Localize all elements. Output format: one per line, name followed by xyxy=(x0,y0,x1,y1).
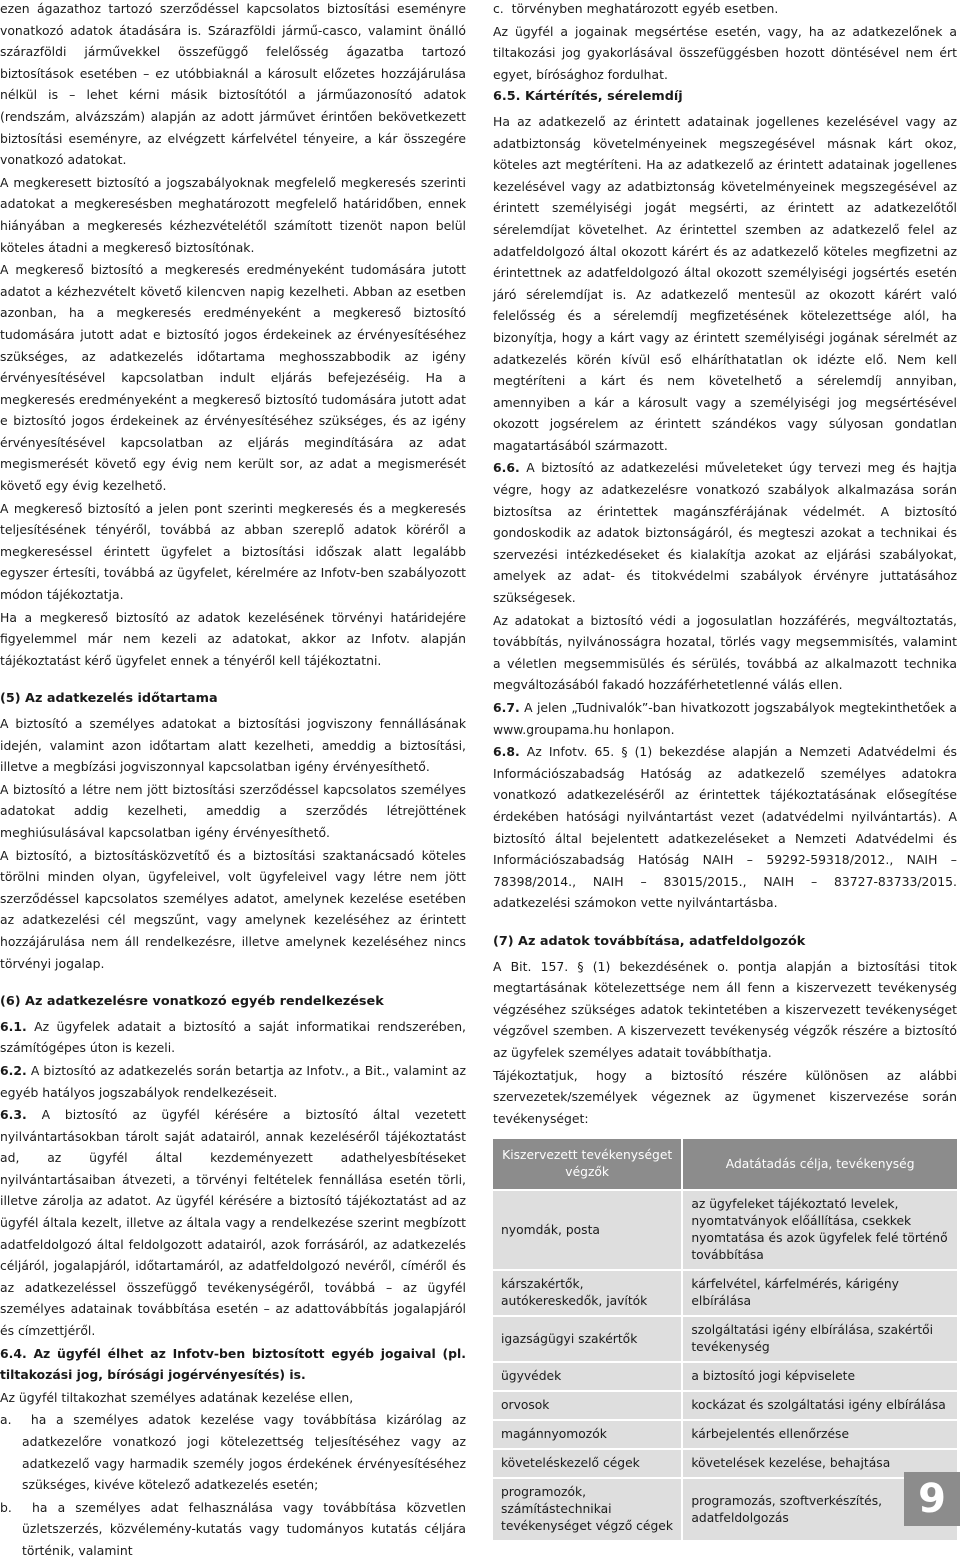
section-heading-5: (5) Az adatkezelés időtartama xyxy=(0,691,218,707)
table-cell: szolgáltatási igény elbírálása, szakértői tevékenység xyxy=(682,1316,957,1362)
table-row xyxy=(493,1190,957,1270)
table-cell: orvosok xyxy=(493,1391,682,1420)
paragraph-6-8: 6.8. Az Infotv. 65. § (1) bekezdése alapján a Nemzeti Adatvédelmi és Információszabadság Hatóság az adatkezelő személyes adatokra vonatkozó adatkezeléséről az érintettek tájékoztatásának elősegítése érdekében hatósági nyilvántartást vezet (adatvédelmi nyilvántartás). A biztosító által bejelentett adatkezeléseket a Nemzeti Adatvédelmi és Információszabadság Hatóság NAIH – 59292-59318/2012., NAIH – 78398/2014., NAIH – 83015/2015., NAIH – 83727-83733/2015. adatkezelési számokon vette nyilvántartásba. xyxy=(493,744,957,911)
table-header-cell: Kiszervezett tevékenységet végzők xyxy=(493,1139,682,1190)
paragraph: A biztosító, a biztosításközvetítő és a biztosítási szaktanácsadó köteles törölni minden olyan, ügyfeleivel, volt ügyfeleivel vagy létre nem jött szerződéssel kapcsolatos személyes adatot, amelynek kezelése esetében az adatkezelési cél megszűnt, vagy amelynek kezeléséhez az érintett hozzájárulása nem áll rendelkezésre, illetve amelynek kezeléséhez nincs törvényi jogalap. xyxy=(0,847,466,971)
section-number: 6.8. xyxy=(493,744,520,760)
paragraph: A Bit. 157. § (1) bekezdésének o. pontja alapján a biztosítási titok megtartásának kötelezettsége nem áll fenn a kiszervezett tevékenység végzéséhez szükséges adatok tekintetében a kiszervezett tevékenységet végzővel szemben. A kiszervezett tevékenység végzők részére a biztosító az ügyfelek személyes adatait továbbíthatja. xyxy=(493,958,957,1060)
paragraph: A megkereső biztosító a jelen pont szerinti megkeresés és a megkeresés teljesítésének tényéről, továbbá az abban szereplő adatok köréről a megkereséssel érintett ügyfelet a biztosítási időszak alatt legalább egyszer értesíti, továbbá az ügyfelet, kérelmére az Infotv-ben szabályozott módon tájékoztatja. xyxy=(0,500,466,603)
paragraph: A biztosító a személyes adatokat a biztosítási jogviszony fennállásának idején, valamint azon időtartam alatt kezelheti, ameddig a biztosítási, illetve a megbízási jogviszonnyal kapcsolatban igény érvényesíthető. xyxy=(0,716,466,775)
paragraph-6-7: 6.7. A jelen „Tudnivalók”-ban hivatkozott jogszabályok megtekinthetőek a www.groupama.hu honlapon. xyxy=(493,700,957,737)
section-number: 6.7. xyxy=(493,700,520,715)
table-row xyxy=(493,1316,957,1362)
table-row xyxy=(493,1478,957,1540)
table-cell: kárszakértők, autókereskedők, javítók xyxy=(493,1270,682,1316)
table-cell: igazságügyi szakértők xyxy=(493,1316,682,1362)
page-number: 9 xyxy=(904,1472,960,1526)
table-row xyxy=(493,1270,957,1316)
section-heading-7: (7) Az adatok továbbítása, adatfeldolgozók xyxy=(493,933,806,949)
section-number: 6.3. xyxy=(0,1107,27,1123)
list-item-b: b. ha a személyes adat felhasználása vagy továbbítása közvetlen üzletszerzés, közvélemény-kutatás vagy tudományos kutatás céljára történik, valamint xyxy=(0,1499,466,1558)
section-number: 6.6. xyxy=(493,460,520,476)
list-item-c: c. törvényben meghatározott egyéb esetben. xyxy=(493,1,779,16)
paragraph: Ha az adatkezelő az érintett adatainak jogellenes kezelésével vagy az adatbiztonság követelményeinek megszegésével másnak kárt okoz, köteles azt megtéríteni. Ha az adatkezelő az érintett adatainak jogellenes kezelésével vagy az adatbiztonság követelményeinek megszegésével az érintett személyiségi jogát megsérti, az érintett az adatkezelőtől sérelemdíjat követelhet. Az érintettel szemben az adatkezelő felel az adatfeldolgozó által okozott kárért és az adatkezelő köteles megfizetni az érintettnek az adatfeldolgozó által okozott személyiségi jogsértés esetén járó sérelemdíjat is. Az adatkezelő mentesül az okozott kárért való felelősség és a sérelemdíj megfizetésének kötelezettsége alól, ha bizonyítja, hogy a kárt vagy az érintett személyiségi jogának sérelmét az adatkezelés körén kívül eső elháríthatatlan ok idézte elő. Nem kell megtéríteni a kárt és nem követelhető a sérelemdíj annyiban, amennyiben a kár a károsult vagy a személyiségi jog megsértésével okozott jogsérelem az érintett szándékos vagy súlyosan gondatlan magatartásából származott. xyxy=(493,113,957,453)
table-cell: kárfelvétel, kárfelmérés, kárigény elbírálása xyxy=(682,1270,957,1316)
table-cell: kárbejelentés ellenőrzése xyxy=(682,1420,957,1449)
table-cell: kockázat és szolgáltatási igény elbírálása xyxy=(682,1391,957,1420)
section-number: 6.1. xyxy=(0,1018,27,1034)
table-cell: követelések kezelése, behajtása xyxy=(682,1449,957,1478)
outsourcing-table xyxy=(493,1139,957,1540)
table-header-cell: Adatátadás célja, tevékenység xyxy=(682,1139,957,1190)
section-heading-6-5: 6.5. Kártérítés, sérelemdíj xyxy=(493,89,683,105)
table-row xyxy=(493,1449,957,1478)
table-cell: az ügyfeleket tájékoztató levelek, nyomtatványok előállítása, csekkek nyomtatása és azok ügyfelek felé történő továbbítása xyxy=(682,1190,957,1270)
left-column xyxy=(0,0,466,1563)
list-item-a: a. ha a személyes adatok kezelése vagy továbbítása kizárólag az adatkezelőre vonatkozó jogi kötelezettség teljesítéséhez vagy az adatkezelő vagy harmadik személy jogos érdekének érvényesítéséhez szükséges, kivéve kötelező adatkezelés esetén; xyxy=(0,1412,466,1493)
paragraph: Az ügyfél a jogainak megsértése esetén, vagy, ha az adatkezelőnek a tiltakozási jog gyakorlásával összefüggésben hozott döntésével nem ért egyet, bírósághoz fordulhat. xyxy=(493,23,957,82)
paragraph: A biztosító a létre nem jött biztosítási szerződéssel kapcsolatos személyes adatokat addig kezelheti, ameddig a szerződés létrejöttének meghiúsulásával kapcsolatban igény érvényesíthető. xyxy=(0,781,466,840)
paragraph: Az adatokat a biztosító védi a jogosulatlan hozzáférés, megváltoztatás, továbbítás, nyilvánosságra hozatal, törlés vagy megsemmisítés, valamint a véletlen megsemmisülés és sérülés, továbbá az alkalmazott technika megváltozásából fakadó hozzáférhetetlenné válás ellen. xyxy=(493,612,957,693)
table-row xyxy=(493,1420,957,1449)
paragraph-6-3: 6.3. A biztosító az ügyfél kérésére a biztosító által vezetett nyilvántartásokban tárolt saját adatairól, annak kezeléséről tájékoztatást ad, az ügyfél által kezdeményezett adathelyesbítéseket nyilvántartásaiban átvezeti, a törvényi feltételek fennállása esetén törli, illetve zárolja az adatot. Az ügyfél kérésére a biztosító tájékoztatást ad az ügyfél általa kezelt, illetve az általa vagy a rendelkezése szerint megbízott adatfeldolgozó által feldolgozott adatairól, azok forrásáról, az adatkezelés céljáról, jogalapjáról, időtartamáról, az adatfeldolgozó nevéről, címéről és az adatkezeléssel összefüggő tevékenységéről, továbbá – az ügyfél személyes adatainak továbbítása esetén – az adattovábbítás jogalapjáról és címzettjéről. xyxy=(0,1107,466,1339)
section-heading-6: (6) Az adatkezelésre vonatkozó egyéb rendelkezések xyxy=(0,994,384,1010)
paragraph: Ha a megkereső biztosító az adatok kezelésének törvényi határidejére figyelemmel már nem kezeli az adatokat, akkor az Infotv. alapján tájékoztatást kérő ügyfelet ennek a tényéről kell tájékoztatni. xyxy=(0,609,466,668)
table-cell: nyomdák, posta xyxy=(493,1190,682,1270)
paragraph: A megkeresett biztosító a jogszabályoknak megfelelő megkeresés szerinti adatokat a megkeresésben meghatározott megfelelő határidőben, ennek hiányában a megkeresés kézhezvételétől számított tizenöt napon belül köteles átadni a megkereső biztosítónak. xyxy=(0,174,466,255)
table-row xyxy=(493,1362,957,1391)
paragraph: Tájékoztatjuk, hogy a biztosító részére különösen az alábbi szervezetek/személyek végeznek az ügymenet kiszervezése során tevékenységet: xyxy=(493,1067,957,1126)
table-cell: ügyvédek xyxy=(493,1362,682,1391)
paragraph: ezen ágazathoz tartozó szerződéssel kapcsolatos biztosítási eseményre vonatkozó adatok átadására is. Szárazföldi jármű-casco, valamint önálló szárazföldi járművekkel összefüggő felelősség ágazatba tartozó biztosítások esetében – ez utóbbiaknál a károsult előzetes hozzájárulása nélkül is – lehet kérni másik biztosítótól a járműazonosító adatok (rendszám, alvázszám) alapján az adott járművet érintően bekövetkezett biztosítási eseményre, az elvégzett kárfelvétel tényeire, a kár összegére vonatkozó adatokat. xyxy=(0,1,466,168)
paragraph-6-1: 6.1. Az ügyfelek adatait a biztosító a saját informatikai rendszerében, számítógépes úton is kezeli. xyxy=(0,1018,466,1056)
right-column xyxy=(493,0,957,1540)
table-row xyxy=(493,1391,957,1420)
paragraph: A megkereső biztosító a megkeresés eredményeként tudomására jutott adatot a kézhezvételt követő kilencven napig kezelheti. Abban az esetben azonban, ha a megkeresés eredményeként a megkereső biztosító tudomására jutott adat e biztosító jogos érdekeinek az érvényesítéséhez szükséges, az adatkezelés időtartama meghosszabbodik az igény érvényesítésével kapcsolatban indult eljárás befejezéséig. Ha a megkeresés eredményeként a megkereső biztosító tudomására jutott adat e biztosító jogos érdekeinek az érvényesítéséhez szükséges, és az igény érvényesítésével kapcsolatban az eljárás megindítására az adat megismerését követő egy évig nem került sor, az adat a megismerését követő egy évig kezelhető. xyxy=(0,262,466,494)
section-number: 6.2. xyxy=(0,1062,27,1078)
table-cell: programozás, szoftverkészítés, adatfeldolgozás xyxy=(682,1478,957,1540)
paragraph-6-4: 6.4. Az ügyfél élhet az Infotv-ben biztosított egyéb jogaival (pl. tiltakozási jog, bírósági jogérvényesítés) is. xyxy=(0,1345,466,1383)
paragraph: Az ügyfél tiltakozhat személyes adatának kezelése ellen, xyxy=(0,1389,354,1405)
table-cell: programozók, számítástechnikai tevékenységet végző cégek xyxy=(493,1478,682,1540)
table-cell: a biztosító jogi képviselete xyxy=(682,1362,957,1391)
paragraph-6-2: 6.2. A biztosító az adatkezelés során betartja az Infotv., a Bit., valamint az egyéb hatályos jogszabályok rendelkezéseit. xyxy=(0,1062,466,1100)
table-cell: magánnyomozók xyxy=(493,1420,682,1449)
table-header-row xyxy=(493,1139,957,1190)
table-cell: követeléskezelő cégek xyxy=(493,1449,682,1478)
paragraph-6-6: 6.6. A biztosító az adatkezelési műveleteket úgy tervezi meg és hajtja végre, hogy az adatkezelésre vonatkozó szabályok alkalmazása során biztosítsa az érintettek magánszférájának védelmét. A biztosító gondoskodik az adatok biztonságáról, és megteszi azokat a technikai és szervezési intézkedéseket és kialakítja azokat az eljárási szabályokat, amelyek az adat- és titokvédelmi szabályok érvényre juttatásához szükségesek. xyxy=(493,460,957,606)
